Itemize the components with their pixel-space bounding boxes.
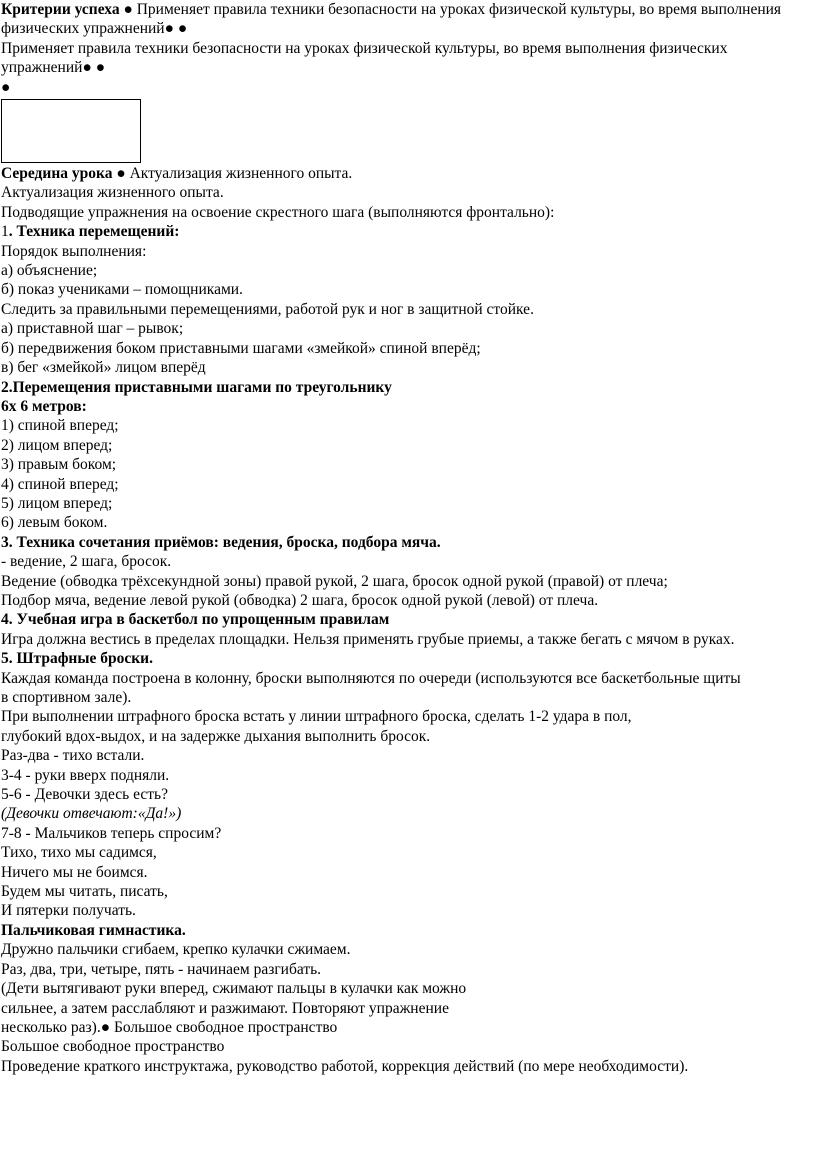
section-2-dims — [1, 397, 815, 416]
triangle-item: 3) правым боком; — [1, 456, 117, 474]
image-placeholder — [1, 99, 141, 163]
criteria-repeat-paragraph — [1, 39, 815, 78]
finger-line — [1, 1018, 815, 1037]
poem-italic-text: (Девочки отвечают:«Да!») — [1, 805, 182, 823]
exercise-intro: Подводящие упражнения на освоение скрестного шага (выполняются фронтально): — [1, 203, 555, 221]
section-5-line: в спортивном зале). — [1, 689, 132, 706]
bullet-icon: ● — [100, 1018, 111, 1036]
order-label: Порядок выполнения: — [1, 242, 147, 260]
section-4-title-text: 4. Учебная игра в баскетбол по упрощенным правилам — [1, 611, 390, 629]
poem-line: Ничего мы не боимся. — [1, 863, 148, 881]
finger-line: Раз, два, три, четыре, пять - начинаем разгибать. — [1, 960, 322, 978]
section-3-line: Подбор мяча, ведение левой рукой (обводка) 2 шага, бросок одной рукой (левой) от плеча. — [1, 591, 599, 609]
space-inline-text: Большое свободное пространство — [110, 1018, 338, 1036]
section-3-title-text: 3. Техника сочетания приёмов: ведения, броска, подбора мяча. — [1, 533, 441, 551]
bullet-icon: ● — [116, 165, 126, 183]
criteria-trail-bullets: ● ● — [164, 20, 188, 38]
section-5-line: Каждая команда построена в колонну, броски выполняются по очереди (используются все баскетбольные щиты — [1, 669, 741, 687]
criteria-repeat-text: Применяет правила техники безопасности на уроках физической культуры, во время выполнения физических упражнений — [1, 39, 728, 77]
order-item-a: а) объяснение; — [1, 262, 98, 280]
watch-note: Следить за правильными перемещениями, работой рук и ног в защитной стойке. — [1, 300, 534, 318]
bullet-icon: ● — [123, 1, 133, 18]
section-3-line: - ведение, 2 шага, бросок. — [1, 553, 172, 571]
finger-title-text: Пальчиковая гимнастика. — [1, 921, 186, 939]
triangle-item: 1) спиной вперед; — [1, 417, 119, 435]
triangle-item: 6) левым боком. — [1, 514, 108, 532]
section-5-title-text: 5. Штрафные броски. — [1, 650, 153, 668]
middle-repeat: Актуализация жизненного опыта. — [1, 184, 224, 202]
finger-line: (Дети вытягивают руки вперед, сжимают пальцы в кулачки как можно — [1, 980, 467, 998]
section-2-title-text: 2.Перемещения приставными шагами по треугольнику — [1, 378, 392, 396]
triangle-item: 2) лицом вперед; — [1, 436, 113, 454]
section-1-number: 1 — [1, 223, 9, 241]
criteria-repeat-bullets: ● ● — [82, 59, 106, 77]
finger-title — [1, 921, 815, 940]
criteria-text: Применяет правила техники безопасности на уроках физической культуры, во время выполнения физических упражнений — [1, 1, 782, 38]
section-5-line: При выполнении штрафного броска встать у линии штрафного броска, сделать 1-2 удара в пол, — [1, 708, 632, 726]
document-body — [1, 0, 815, 1076]
final-line: Проведение краткого инструктажа, руководство работой, коррекция действий (по мере необходимости). — [1, 1057, 689, 1075]
poem-line: Тихо, тихо мы садимся, — [1, 844, 157, 862]
section-5-line: глубокий вдох-выдох, и на задержке дыхания выполнить бросок. — [1, 727, 431, 745]
section-1-heading — [1, 222, 815, 241]
movement-item-c: в) бег «змейкой» лицом вперёд — [1, 359, 206, 377]
criteria-label: Критерии успеха — [1, 1, 120, 18]
finger-line: сильнее, а затем расслабляют и разжимают. Повторяют упражнение — [1, 999, 449, 1017]
triangle-item: 5) лицом вперед; — [1, 494, 113, 512]
section-5-title — [1, 649, 815, 668]
triangle-item: 4) спиной вперед; — [1, 475, 119, 493]
poem-line: Раз-два - тихо встали. — [1, 747, 145, 765]
space-text: Большое свободное пространство — [1, 1038, 225, 1056]
section-3-line: Ведение (обводка трёхсекундной зоны) правой рукой, 2 шага, бросок одной рукой (правой) от плеча; — [1, 572, 668, 590]
movement-item-b: б) передвижения боком приставными шагами «змейкой» спиной вперёд; — [1, 339, 481, 357]
poem-line-italic — [1, 804, 815, 823]
criteria-paragraph — [1, 0, 815, 39]
section-2-dims-text: 6х 6 метров: — [1, 397, 87, 415]
section-1-title: . Техника перемещений: — [8, 223, 180, 241]
section-4-text: Игра должна вестись в пределах площадки. Нельзя применять грубые приемы, а также бегать с мячом в руках. — [1, 630, 735, 648]
order-item-b: б) показ учениками – помощниками. — [1, 281, 243, 299]
poem-line: 7-8 - Мальчиков теперь спросим? — [1, 824, 222, 842]
section-2-title — [1, 378, 815, 397]
poem-line: 3-4 - руки вверх подняли. — [1, 766, 170, 784]
middle-text: Актуализация жизненного опыта. — [125, 165, 353, 183]
section-3-title — [1, 533, 815, 552]
poem-line: И пятерки получать. — [1, 902, 136, 920]
poem-line: Будем мы читать, писать, — [1, 883, 168, 901]
lone-bullet: ● — [1, 78, 11, 96]
poem-line: 5-6 - Девочки здесь есть? — [1, 786, 168, 804]
middle-label: Середина урока — [1, 165, 113, 183]
finger-line: Дружно пальчики сгибаем, крепко кулачки сжимаем. — [1, 941, 351, 959]
finger-line-text: несколько раз). — [1, 1018, 101, 1036]
middle-heading — [1, 164, 815, 183]
section-4-title — [1, 610, 815, 629]
movement-item-a: а) приставной шаг – рывок; — [1, 320, 184, 338]
